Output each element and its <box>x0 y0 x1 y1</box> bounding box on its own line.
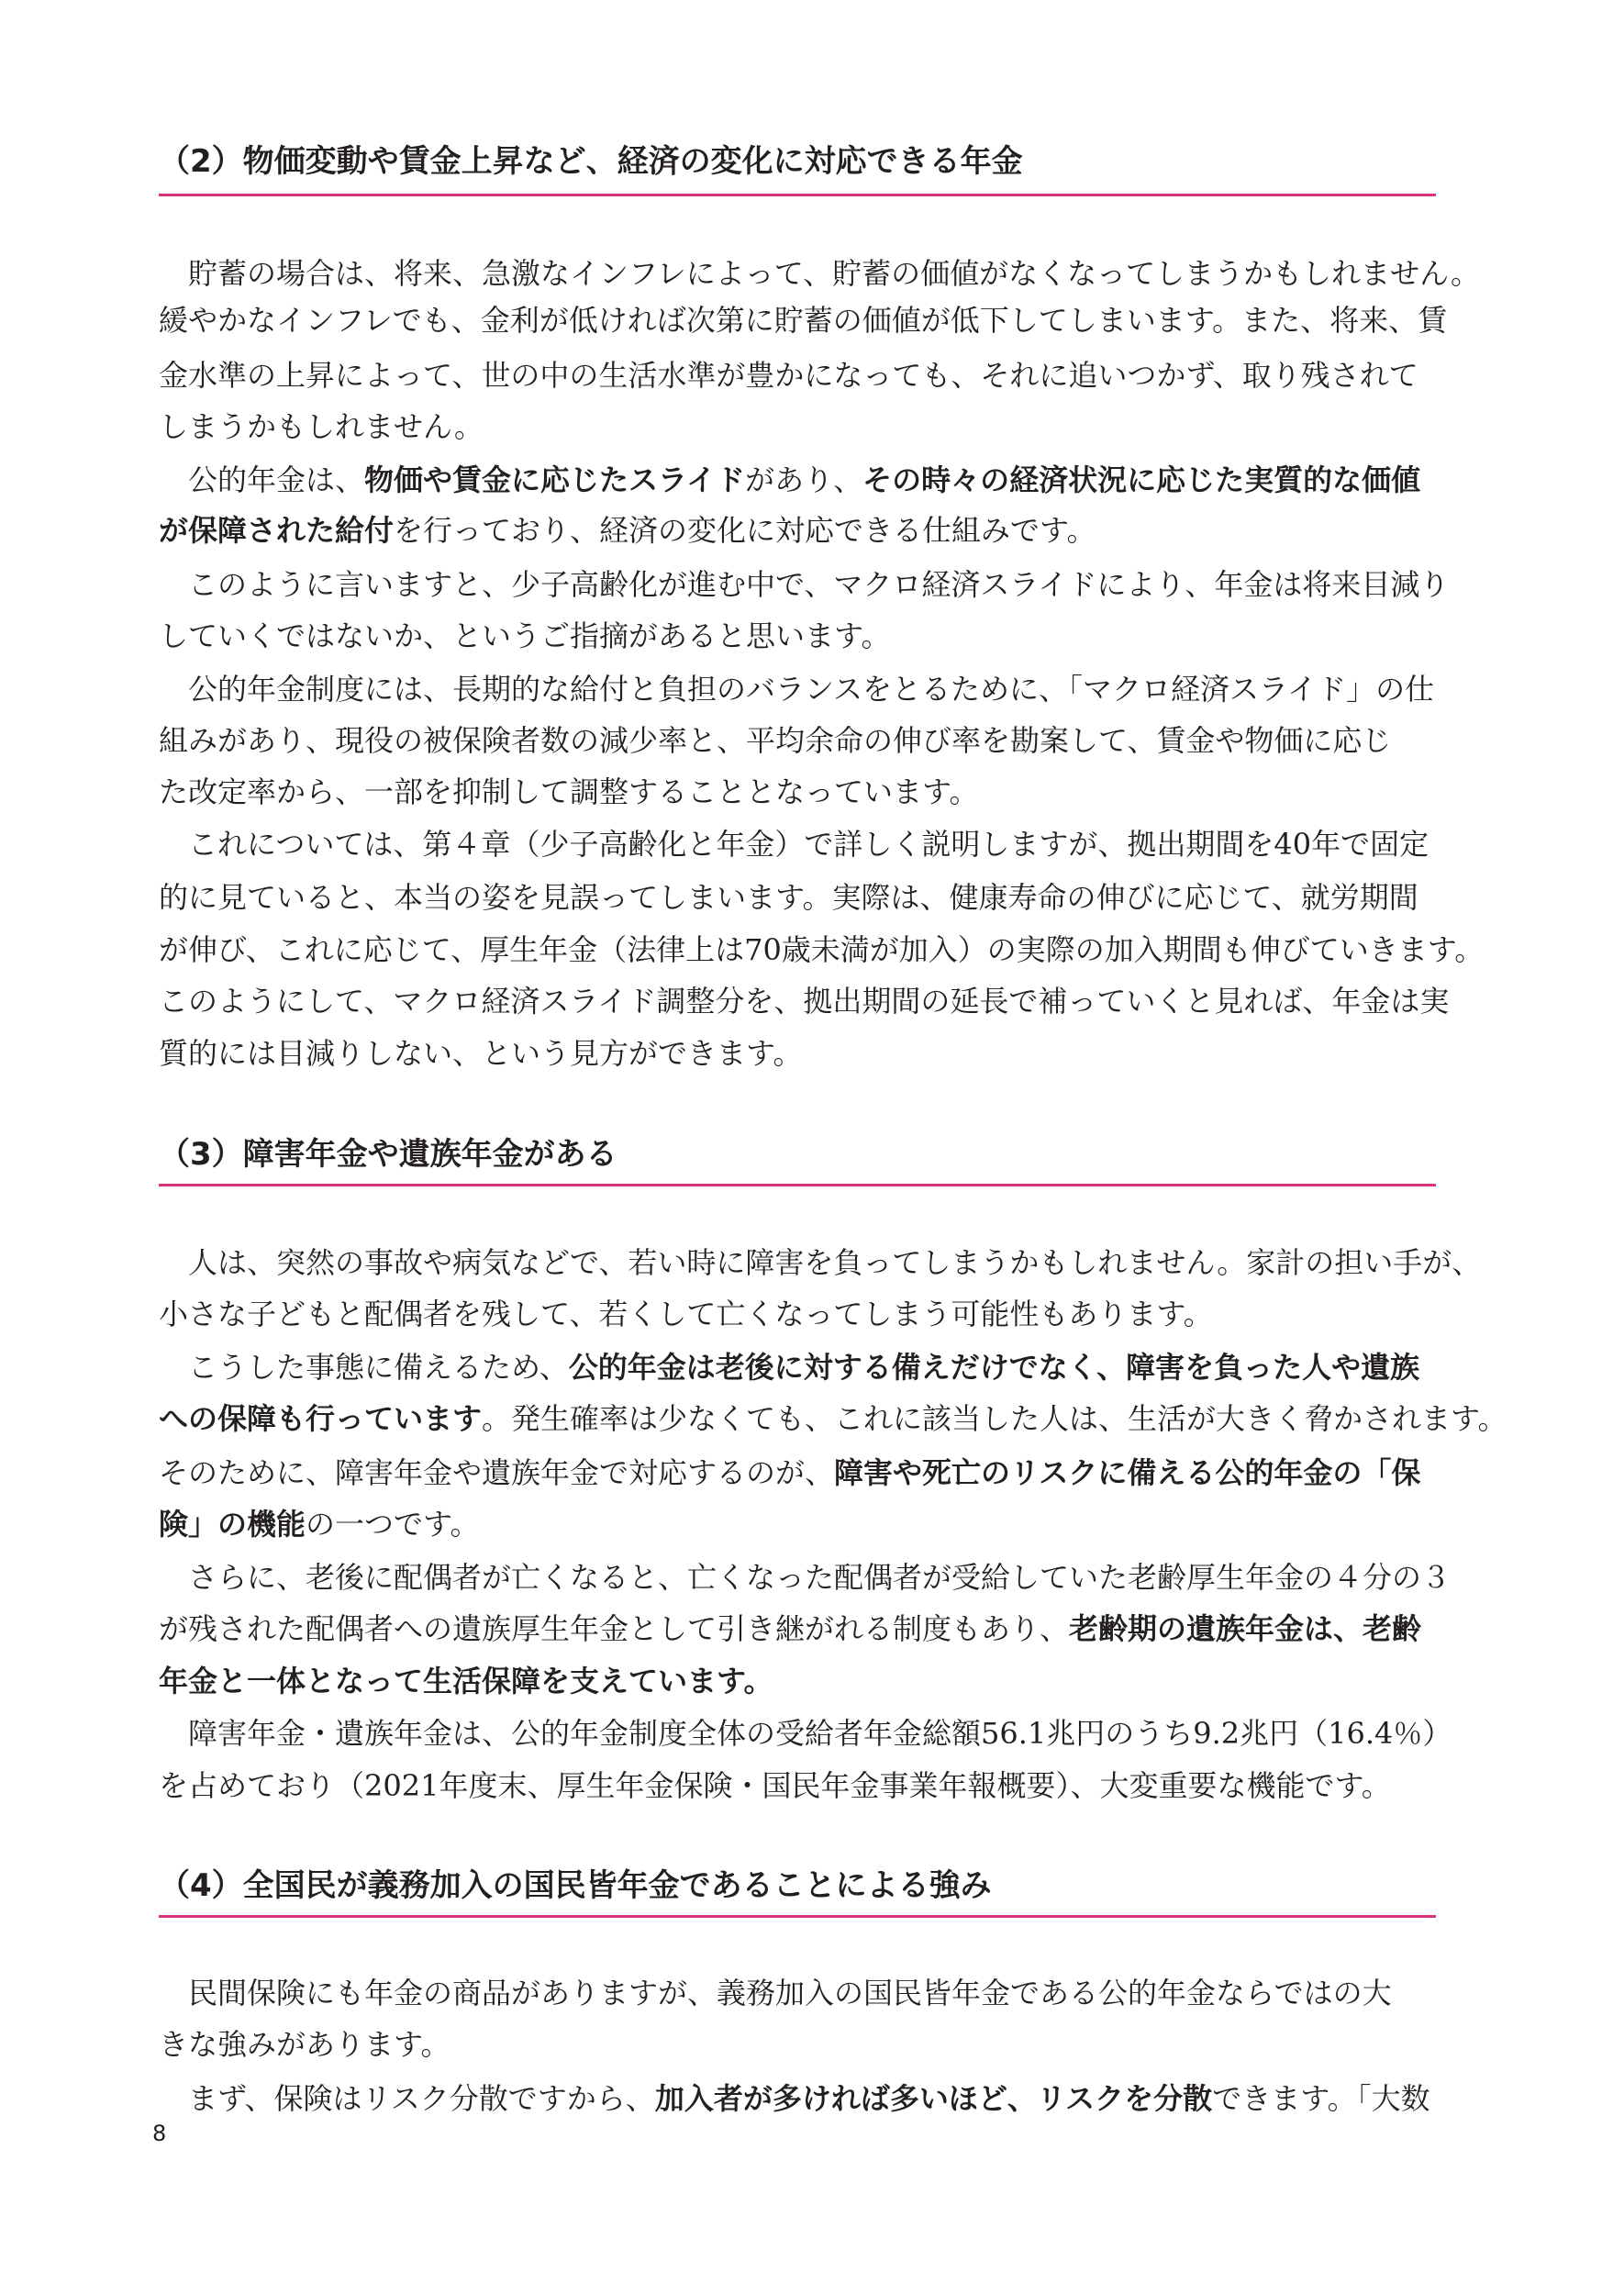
section-rule-4 <box>159 1915 1436 1918</box>
body-text: まず、保険はリスク分散ですから、 <box>188 2081 655 2116</box>
body-text: 公的年金は、 <box>188 462 365 497</box>
paragraph-line <box>159 1033 1443 1074</box>
emphasis-text: 公的年金は老後に対する備えだけでなく、障害を負った人や遺族 <box>568 1350 1420 1385</box>
body-text: 組みがあり、現役の被保険者数の減少率と、平均余命の伸び率を勘案して、賃金や物価に応じ <box>159 723 1392 758</box>
paragraph-line <box>159 1504 1443 1544</box>
body-text: こうした事態に備えるため、 <box>188 1350 569 1385</box>
paragraph-line <box>159 1453 1443 1493</box>
section-rule-3 <box>159 1184 1436 1186</box>
body-text: を占めており（2021年度末、厚生年金保険・国民年金事業年報概要）、大変重要な機能です。 <box>159 1768 1391 1803</box>
body-text: が伸び、これに応じて、厚生年金（法律上は70歳未満が加入）の実際の加入期間も伸びていきます。 <box>159 932 1485 967</box>
paragraph-line <box>188 669 1443 709</box>
paragraph-line <box>159 772 1443 812</box>
body-text: このように言いますと、少子高齢化が進む中で、マクロ経済スライドにより、年金は将来目減り <box>188 567 1450 602</box>
paragraph-line <box>159 720 1443 761</box>
paragraph-line <box>188 460 1443 500</box>
body-text: があり、 <box>745 462 863 497</box>
emphasis-text: その時々の経済状況に応じた実質的な価値 <box>862 462 1421 497</box>
body-text: 公的年金制度には、長期的な給付と負担のバランスをとるために、「マクロ経済スライド」の仕 <box>188 672 1435 707</box>
body-text: 質的には目減りしない、という見方ができます。 <box>159 1036 803 1071</box>
paragraph-line <box>159 877 1443 918</box>
emphasis-text: 物価や賃金に応じたスライド <box>364 462 746 497</box>
body-text: そのために、障害年金や遺族年金で対応するのが、 <box>159 1455 835 1490</box>
body-text: きな強みがあります。 <box>159 2027 450 2062</box>
page-number: 8 <box>152 2121 167 2146</box>
paragraph-line <box>188 1973 1443 2013</box>
body-text: さらに、老後に配偶者が亡くなると、亡くなった配偶者が受給していた老齢厚生年金の４分の３ <box>188 1560 1452 1595</box>
section-rule-2 <box>159 194 1436 196</box>
paragraph-line <box>188 1347 1443 1387</box>
section-heading-4: （4）全国民が義務加入の国民皆年金であることによる強み <box>159 1867 992 1904</box>
body-text: 緩やかなインフレでも、金利が低ければ次第に貯蓄の価値が低下してしまいます。また、将来、賃 <box>159 303 1448 338</box>
emphasis-text: が保障された給付 <box>159 513 395 548</box>
paragraph-line <box>159 930 1485 970</box>
body-text: これについては、第４章（少子高齢化と年金）で詳しく説明しますが、拠出期間を40年で固定 <box>188 827 1429 862</box>
paragraph-line <box>188 1557 1452 1598</box>
section-heading-2: （2）物価変動や賃金上昇など、経済の変化に対応できる年金 <box>159 143 1023 180</box>
paragraph-line <box>159 1661 1443 1701</box>
paragraph-line <box>188 824 1443 864</box>
paragraph-line <box>159 406 1443 447</box>
paragraph-line <box>159 355 1443 395</box>
paragraph-line <box>159 2024 1443 2065</box>
paragraph-line <box>159 1609 1443 1649</box>
paragraph-line <box>159 616 1443 656</box>
emphasis-text: 険」の機能 <box>159 1507 306 1542</box>
body-text: 。発生確率は少なくても、これに該当した人は、生活が大きく脅かされます。 <box>482 1401 1507 1436</box>
paragraph-line <box>188 253 1481 294</box>
emphasis-text: 加入者が多ければ多いほど、リスクを分散 <box>654 2081 1213 2116</box>
body-text: 的に見ていると、本当の姿を見誤ってしまいます。実際は、健康寿命の伸びに応じて、就労期間 <box>159 880 1418 915</box>
paragraph-line <box>159 1398 1507 1439</box>
body-text: を行っており、経済の変化に対応できる仕組みです。 <box>394 513 1096 548</box>
body-text: た改定率から、一部を抑制して調整することとなっています。 <box>159 774 979 809</box>
paragraph-line <box>159 1294 1443 1334</box>
emphasis-text: 年金と一体となって生活保障を支えています。 <box>159 1664 773 1698</box>
section-heading-3: （3）障害年金や遺族年金がある <box>159 1136 617 1173</box>
body-text: できます。「大数 <box>1212 2081 1430 2116</box>
paragraph-line <box>159 510 1443 551</box>
body-text: していくではないか、というご指摘があると思います。 <box>159 618 891 653</box>
body-text: が残された配偶者への遺族厚生年金として引き継がれる制度もあり、 <box>159 1611 1070 1646</box>
body-text: このようにして、マクロ経済スライド調整分を、拠出期間の延長で補っていくと見れば、年金は実 <box>159 984 1450 1019</box>
emphasis-text: 障害や死亡のリスクに備える公的年金の「保 <box>834 1455 1421 1490</box>
body-text: 障害年金・遺族年金は、公的年金制度全体の受給者年金総額56.1兆円のうち9.2兆円（16.4％） <box>188 1716 1452 1751</box>
paragraph-line <box>188 2078 1443 2119</box>
body-text: しまうかもしれません。 <box>159 409 484 444</box>
emphasis-text: 老齢期の遺族年金は、老齢 <box>1069 1611 1422 1646</box>
paragraph-line <box>188 1713 1452 1754</box>
emphasis-text: への保障も行っています <box>159 1401 483 1436</box>
paragraph-line <box>159 1765 1443 1806</box>
body-text: の一つです。 <box>306 1507 480 1542</box>
body-text: 小さな子どもと配偶者を残して、若くして亡くなってしまう可能性もあります。 <box>159 1297 1213 1331</box>
paragraph-line <box>159 981 1450 1021</box>
body-text: 人は、突然の事故や病気などで、若い時に障害を負ってしまうかもしれません。家計の担い手が、 <box>188 1245 1482 1280</box>
paragraph-line <box>159 300 1448 340</box>
paragraph-line <box>188 564 1450 605</box>
paragraph-line <box>188 1242 1482 1283</box>
body-text: 民間保険にも年金の商品がありますが、義務加入の国民皆年金である公的年金ならではの大 <box>188 1976 1392 2010</box>
body-text: 貯蓄の場合は、将来、急激なインフレによって、貯蓄の価値がなくなってしまうかもしれません。 <box>188 256 1481 291</box>
body-text: 金水準の上昇によって、世の中の生活水準が豊かになっても、それに追いつかず、取り残されて <box>159 358 1418 393</box>
